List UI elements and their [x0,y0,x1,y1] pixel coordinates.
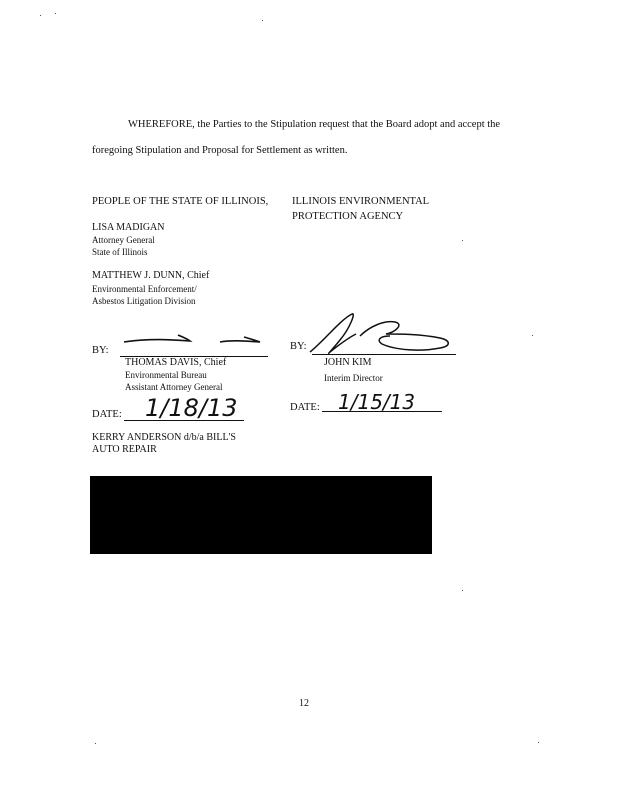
left-date-handwritten: 1/18/13 [145,394,238,422]
scan-speck [538,742,539,743]
ag-title-2: State of Illinois [92,247,148,257]
ag-title-1: Attorney General [92,235,155,245]
scan-speck [55,13,56,14]
john-kim-signature [300,310,460,360]
right-date-label: DATE: [290,402,320,413]
body-paragraph-line2: foregoing Stipulation and Proposal for Settlement as written. [92,145,348,156]
respondent-line2: AUTO REPAIR [92,444,157,455]
scan-speck [40,15,41,16]
scan-speck [462,590,463,591]
party-iepa-line1: ILLINOIS ENVIRONMENTAL [292,196,430,207]
thomas-davis-title-2: Assistant Attorney General [125,382,223,392]
chief-title-2: Asbestos Litigation Division [92,296,196,306]
thomas-davis-name: THOMAS DAVIS, Chief [125,357,227,368]
scan-speck [462,240,463,241]
scan-speck [95,743,96,744]
john-kim-name: JOHN KIM [324,357,372,368]
thomas-davis-title-1: Environmental Bureau [125,370,207,380]
right-signature-line [312,354,456,355]
respondent-line1: KERRY ANDERSON d/b/a BILL'S [92,432,236,443]
chief-title-1: Environmental Enforcement/ [92,284,197,294]
ag-name: LISA MADIGAN [92,222,165,233]
scan-speck [532,335,533,336]
party-iepa-line2: PROTECTION AGENCY [292,211,404,222]
right-date-line [322,411,442,412]
thomas-davis-signature [120,328,270,354]
chief-name: MATTHEW J. DUNN, Chief [92,270,210,281]
left-date-line [124,420,244,421]
right-date-handwritten: 1/15/13 [338,390,416,414]
left-by-label: BY: [92,345,109,356]
left-date-label: DATE: [92,409,122,420]
page-number: 12 [299,698,309,709]
redacted-block [90,476,432,554]
scan-speck [262,20,263,21]
body-paragraph-line1: WHEREFORE, the Parties to the Stipulation request that the Board adopt and accept the [128,119,501,130]
right-by-label: BY: [290,341,307,352]
party-people-of-illinois: PEOPLE OF THE STATE OF ILLINOIS, [92,196,269,207]
john-kim-title: Interim Director [324,373,383,383]
